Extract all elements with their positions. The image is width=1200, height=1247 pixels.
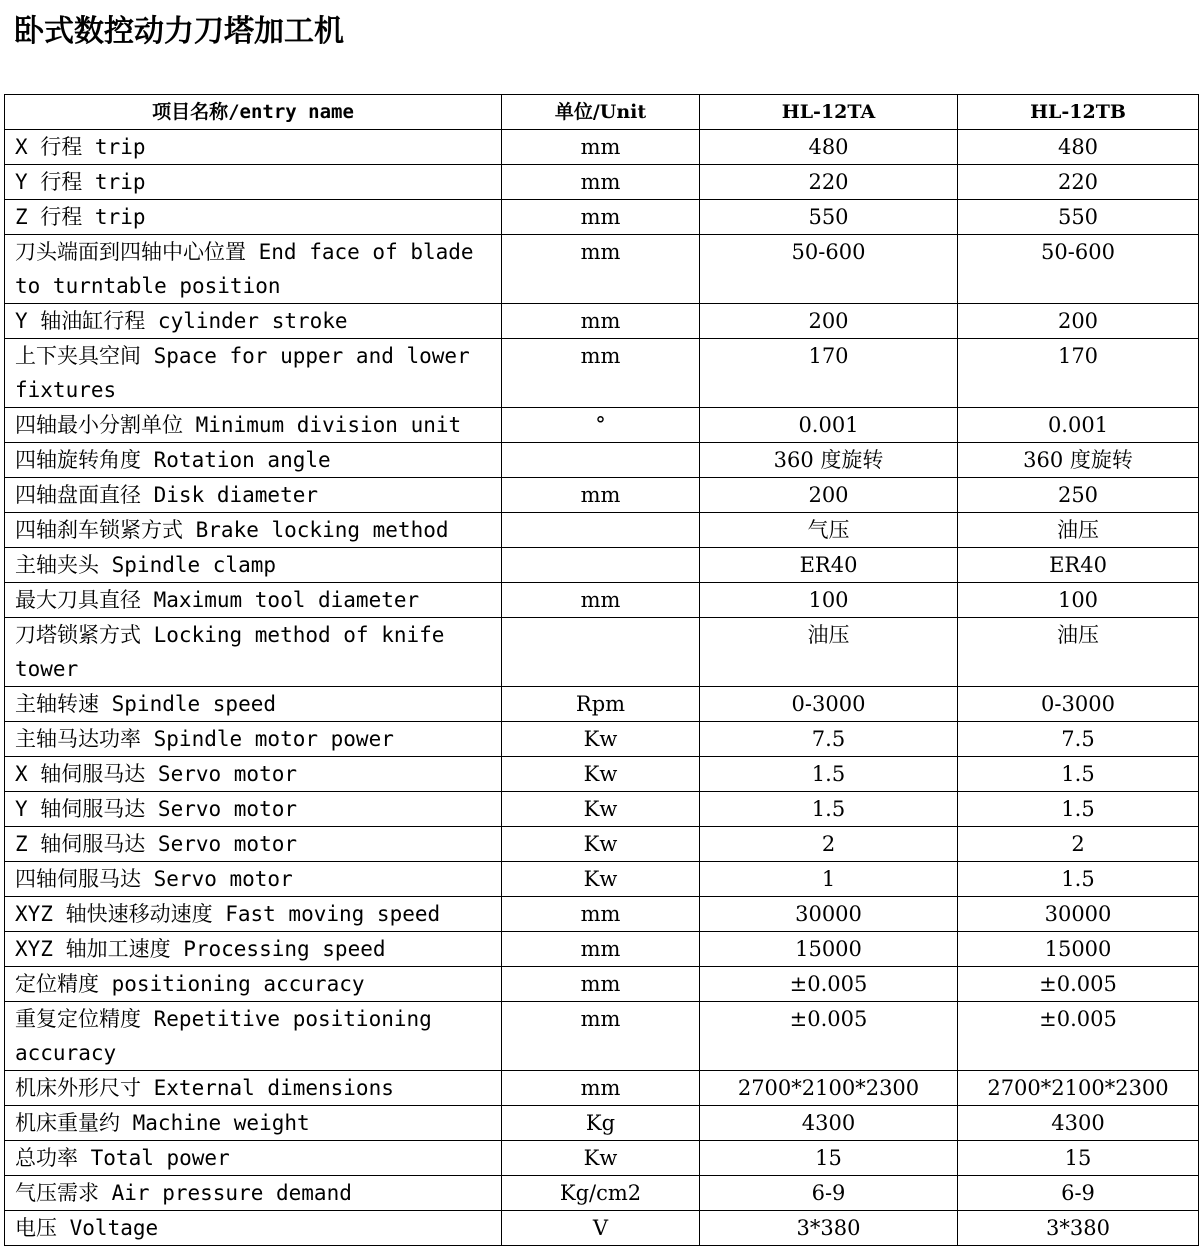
row-value-model-a: 2700*2100*2300 — [700, 1071, 958, 1106]
row-value-model-b: 油压 — [958, 513, 1199, 548]
row-value-model-a: 100 — [700, 583, 958, 618]
table-row — [5, 130, 1199, 165]
row-unit: mm — [502, 478, 700, 513]
table-header-row — [5, 95, 1199, 130]
row-value-model-a: 200 — [700, 478, 958, 513]
row-value-model-a: 2 — [700, 827, 958, 862]
row-unit — [502, 548, 700, 583]
row-name: 最大刀具直径 Maximum tool diameter — [5, 583, 502, 618]
row-unit: ° — [502, 408, 700, 443]
table-row — [5, 792, 1199, 827]
row-unit: mm — [502, 130, 700, 165]
row-name: 机床外形尺寸 External dimensions — [5, 1071, 502, 1106]
table-row — [5, 548, 1199, 583]
table-row — [5, 408, 1199, 443]
row-value-model-a: 15 — [700, 1141, 958, 1176]
row-name: 四轴最小分割单位 Minimum division unit — [5, 408, 502, 443]
row-value-model-a: 550 — [700, 200, 958, 235]
row-unit: mm — [502, 932, 700, 967]
table-row — [5, 722, 1199, 757]
row-value-model-a: 360 度旋转 — [700, 443, 958, 478]
row-unit: mm — [502, 897, 700, 932]
row-value-model-a: 1 — [700, 862, 958, 897]
row-unit: mm — [502, 235, 700, 304]
row-unit: Kg/cm2 — [502, 1176, 700, 1211]
row-value-model-b: 2700*2100*2300 — [958, 1071, 1199, 1106]
row-value-model-b: 100 — [958, 583, 1199, 618]
row-unit: Kw — [502, 757, 700, 792]
row-value-model-b: 1.5 — [958, 862, 1199, 897]
row-name: 机床重量约 Machine weight — [5, 1106, 502, 1141]
header-model-a: HL-12TA — [700, 95, 958, 130]
row-name: XYZ 轴加工速度 Processing speed — [5, 932, 502, 967]
row-unit: Rpm — [502, 687, 700, 722]
row-value-model-a: 1.5 — [700, 757, 958, 792]
row-name: 四轴刹车锁紧方式 Brake locking method — [5, 513, 502, 548]
row-name: 四轴盘面直径 Disk diameter — [5, 478, 502, 513]
table-row — [5, 1002, 1199, 1071]
row-value-model-b: 480 — [958, 130, 1199, 165]
row-name: 刀头端面到四轴中心位置 End face of blade to turntable position — [5, 235, 502, 304]
table-row — [5, 827, 1199, 862]
row-value-model-b: 0.001 — [958, 408, 1199, 443]
table-row — [5, 478, 1199, 513]
row-value-model-a: 0-3000 — [700, 687, 958, 722]
row-value-model-a: 30000 — [700, 897, 958, 932]
table-row — [5, 932, 1199, 967]
table-row — [5, 200, 1199, 235]
table-row — [5, 235, 1199, 304]
row-name: X 行程 trip — [5, 130, 502, 165]
row-value-model-b: 30000 — [958, 897, 1199, 932]
row-value-model-b: 170 — [958, 339, 1199, 408]
row-value-model-a: 170 — [700, 339, 958, 408]
row-value-model-a: ER40 — [700, 548, 958, 583]
table-row — [5, 165, 1199, 200]
row-value-model-a: 4300 — [700, 1106, 958, 1141]
row-unit: mm — [502, 967, 700, 1002]
row-value-model-b: 1.5 — [958, 757, 1199, 792]
row-value-model-a: 220 — [700, 165, 958, 200]
row-value-model-b: 360 度旋转 — [958, 443, 1199, 478]
spec-table-body — [5, 130, 1199, 1246]
row-value-model-b: 油压 — [958, 618, 1199, 687]
row-value-model-b: ER40 — [958, 548, 1199, 583]
row-value-model-b: 220 — [958, 165, 1199, 200]
row-value-model-a: 3*380 — [700, 1211, 958, 1246]
row-name: Y 行程 trip — [5, 165, 502, 200]
row-unit: V — [502, 1211, 700, 1246]
row-value-model-a: 15000 — [700, 932, 958, 967]
row-unit: mm — [502, 583, 700, 618]
row-value-model-b: 3*380 — [958, 1211, 1199, 1246]
table-row — [5, 304, 1199, 339]
row-value-model-b: 1.5 — [958, 792, 1199, 827]
row-value-model-b: 250 — [958, 478, 1199, 513]
table-row — [5, 967, 1199, 1002]
row-name: Z 轴伺服马达 Servo motor — [5, 827, 502, 862]
row-value-model-a: 480 — [700, 130, 958, 165]
table-row — [5, 1176, 1199, 1211]
row-unit: Kw — [502, 1141, 700, 1176]
row-value-model-b: 15000 — [958, 932, 1199, 967]
row-unit: mm — [502, 1071, 700, 1106]
table-row — [5, 513, 1199, 548]
row-name: 定位精度 positioning accuracy — [5, 967, 502, 1002]
row-name: Y 轴伺服马达 Servo motor — [5, 792, 502, 827]
row-value-model-b: 200 — [958, 304, 1199, 339]
row-value-model-a: 7.5 — [700, 722, 958, 757]
row-unit — [502, 443, 700, 478]
table-row — [5, 897, 1199, 932]
row-name: 主轴马达功率 Spindle motor power — [5, 722, 502, 757]
row-unit — [502, 618, 700, 687]
row-value-model-b: 550 — [958, 200, 1199, 235]
row-value-model-b: 50-600 — [958, 235, 1199, 304]
row-unit: Kw — [502, 862, 700, 897]
row-name: 四轴伺服马达 Servo motor — [5, 862, 502, 897]
row-name: 气压需求 Air pressure demand — [5, 1176, 502, 1211]
spec-table — [4, 94, 1199, 1246]
table-row — [5, 1211, 1199, 1246]
header-unit: 单位/Unit — [502, 95, 700, 130]
table-row — [5, 583, 1199, 618]
row-value-model-b: 15 — [958, 1141, 1199, 1176]
row-name: Z 行程 trip — [5, 200, 502, 235]
row-unit — [502, 513, 700, 548]
row-unit: Kw — [502, 722, 700, 757]
header-model-b: HL-12TB — [958, 95, 1199, 130]
row-value-model-a: 50-600 — [700, 235, 958, 304]
row-unit: Kw — [502, 792, 700, 827]
table-row — [5, 687, 1199, 722]
table-row — [5, 757, 1199, 792]
row-value-model-b: 6-9 — [958, 1176, 1199, 1211]
row-value-model-a: 0.001 — [700, 408, 958, 443]
table-row — [5, 1106, 1199, 1141]
table-row — [5, 1141, 1199, 1176]
row-value-model-a: 200 — [700, 304, 958, 339]
row-unit: mm — [502, 165, 700, 200]
row-unit: mm — [502, 339, 700, 408]
row-unit: mm — [502, 304, 700, 339]
row-value-model-a: 油压 — [700, 618, 958, 687]
row-value-model-b: ±0.005 — [958, 967, 1199, 1002]
row-value-model-a: 气压 — [700, 513, 958, 548]
row-unit: Kg — [502, 1106, 700, 1141]
row-value-model-b: 0-3000 — [958, 687, 1199, 722]
row-name: 电压 Voltage — [5, 1211, 502, 1246]
row-name: 重复定位精度 Repetitive positioning accuracy — [5, 1002, 502, 1071]
row-value-model-b: ±0.005 — [958, 1002, 1199, 1071]
row-value-model-b: 2 — [958, 827, 1199, 862]
row-name: 主轴夹头 Spindle clamp — [5, 548, 502, 583]
row-value-model-a: ±0.005 — [700, 1002, 958, 1071]
table-row — [5, 862, 1199, 897]
row-value-model-a: 1.5 — [700, 792, 958, 827]
row-name: 刀塔锁紧方式 Locking method of knife tower — [5, 618, 502, 687]
row-name: XYZ 轴快速移动速度 Fast moving speed — [5, 897, 502, 932]
row-unit: mm — [502, 200, 700, 235]
row-value-model-a: ±0.005 — [700, 967, 958, 1002]
row-value-model-a: 6-9 — [700, 1176, 958, 1211]
table-row — [5, 443, 1199, 478]
row-unit: Kw — [502, 827, 700, 862]
row-value-model-b: 4300 — [958, 1106, 1199, 1141]
row-name: Y 轴油缸行程 cylinder stroke — [5, 304, 502, 339]
row-name: 主轴转速 Spindle speed — [5, 687, 502, 722]
page-title: 卧式数控动力刀塔加工机 — [14, 14, 344, 49]
row-name: 上下夹具空间 Space for upper and lower fixtures — [5, 339, 502, 408]
table-row — [5, 618, 1199, 687]
row-value-model-b: 7.5 — [958, 722, 1199, 757]
header-entry-name: 项目名称/entry name — [5, 95, 502, 130]
table-row — [5, 1071, 1199, 1106]
row-name: 四轴旋转角度 Rotation angle — [5, 443, 502, 478]
row-name: 总功率 Total power — [5, 1141, 502, 1176]
row-unit: mm — [502, 1002, 700, 1071]
table-row — [5, 339, 1199, 408]
row-name: X 轴伺服马达 Servo motor — [5, 757, 502, 792]
